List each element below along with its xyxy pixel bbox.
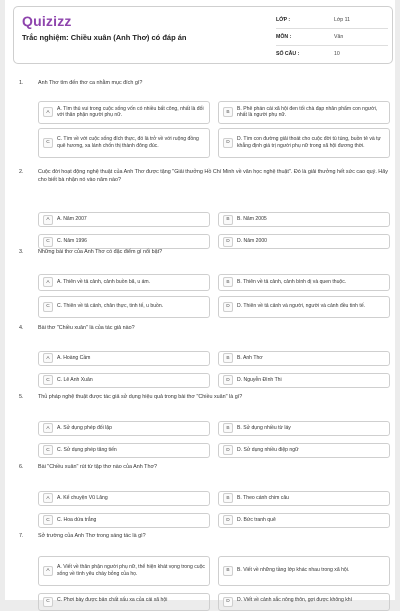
- option-text: D. Nguyễn Đình Thi: [237, 376, 282, 383]
- question-text: Cuộc đời hoạt động nghệ thuật của Anh Thơ được tặng "Giải thưởng Hồ Chí Minh về văn học nghệ thuật". Đó là giải thưởng hết sức cao quý. Hãy cho biết bà nhận nó vào năm nào?: [38, 169, 388, 183]
- option-text: A. Kể chuyện Vũ Lăng: [57, 494, 108, 501]
- option-a[interactable]: [38, 491, 210, 506]
- options-grid: [38, 541, 390, 604]
- option-text: D. Thiên về tả cảnh và người, người và cảnh đều tinh tế.: [237, 303, 366, 310]
- worksheet-meta: [276, 12, 388, 62]
- option-c[interactable]: [38, 443, 210, 458]
- option-letter: A: [43, 566, 53, 576]
- question-header: [19, 533, 389, 541]
- option-text: D. Năm 2000: [237, 238, 268, 245]
- option-text: B. Theo cánh chim câu: [237, 494, 290, 501]
- options-grid: [38, 184, 390, 244]
- option-c[interactable]: [38, 593, 210, 611]
- option-d[interactable]: [218, 296, 390, 318]
- question-number: 1.: [19, 80, 24, 86]
- option-a[interactable]: [38, 351, 210, 366]
- question-1: [19, 80, 389, 148]
- worksheet-header: [13, 6, 393, 64]
- option-text: B. Sử dụng nhiều từ láy: [237, 424, 291, 431]
- option-letter: A: [43, 493, 53, 503]
- question-number: 3.: [19, 249, 24, 255]
- option-text: A. Viết về thân phận người phụ nữ, thể hiện khát vọng trong cuộc sống về tình yêu cháy bỏng của họ.: [57, 564, 205, 577]
- option-letter: D: [223, 515, 233, 525]
- option-text: A. Sử dụng phép đối lập: [57, 424, 112, 431]
- question-3: [19, 249, 389, 317]
- options-grid: [38, 472, 390, 532]
- option-a[interactable]: [38, 274, 210, 291]
- option-letter: D: [223, 445, 233, 455]
- option-b[interactable]: [218, 491, 390, 506]
- option-d[interactable]: [218, 373, 390, 388]
- option-letter: C: [43, 597, 53, 607]
- option-text: A. Năm 2007: [57, 216, 87, 223]
- question-number: 5.: [19, 394, 24, 400]
- question-header: [19, 464, 389, 472]
- option-text: D. Tìm con đường giải thoát cho cuộc đời tù túng, buồn tẻ và tự khẳng định giá trị người phụ nữ trong xã hội đương thời.: [237, 136, 381, 149]
- meta-label: LỚP :: [276, 17, 291, 23]
- option-letter: B: [223, 566, 233, 576]
- page-title: Trắc nghiệm: Chiều xuân (Anh Thơ) có đáp án: [22, 33, 187, 42]
- option-letter: A: [43, 215, 53, 225]
- option-text: C. Phơi bày được bản chất xấu xa của cái xã hội: [57, 596, 168, 603]
- option-text: B. Phê phán cái xã hội đen tối chà đạp nhân phẩm con người, nhất là người phụ nữ.: [237, 105, 378, 118]
- option-letter: D: [223, 375, 233, 385]
- question-text: Những bài thơ của Anh Thơ có đặc điểm gì nổi bật?: [38, 249, 163, 255]
- question-6: [19, 464, 389, 532]
- option-text: B. Viết về những tầng lớp khác nhau trong xã hội.: [237, 567, 350, 574]
- option-c[interactable]: [38, 296, 210, 318]
- option-letter: A: [43, 277, 53, 287]
- option-letter: C: [43, 375, 53, 385]
- option-text: C. Sử dụng phép tăng tiến: [57, 446, 117, 453]
- option-c[interactable]: [38, 128, 210, 158]
- option-letter: B: [223, 353, 233, 363]
- question-header: [19, 394, 389, 402]
- option-letter: D: [223, 237, 233, 247]
- option-c[interactable]: [38, 234, 210, 249]
- options-grid: [38, 257, 390, 317]
- option-d[interactable]: [218, 593, 390, 611]
- option-letter: B: [223, 423, 233, 433]
- question-text: Bài thơ "Chiều xuân" là của tác giả nào?: [38, 325, 135, 331]
- option-letter: C: [43, 302, 53, 312]
- option-letter: B: [223, 107, 233, 117]
- option-letter: C: [43, 138, 53, 148]
- question-text: Anh Thơ tìm đến thơ ca nhằm mục đích gì?: [38, 80, 143, 86]
- option-a[interactable]: [38, 101, 210, 124]
- option-text: A. Hoàng Cầm: [57, 354, 91, 361]
- question-text: Sở trường của Anh Thơ trong sáng tác là gì?: [38, 533, 146, 539]
- option-letter: D: [223, 302, 233, 312]
- question-text: Bài "Chiều xuân" rút từ tập thơ nào của Anh Thơ?: [38, 464, 157, 470]
- question-4: [19, 325, 389, 393]
- options-grid: [38, 333, 390, 393]
- quizizz-logo[interactable]: Quizizz: [22, 13, 72, 29]
- question-header: [19, 80, 389, 88]
- option-letter: D: [223, 597, 233, 607]
- option-letter: D: [223, 138, 233, 148]
- meta-value: Văn: [334, 34, 344, 40]
- option-letter: B: [223, 493, 233, 503]
- worksheet-page: [5, 0, 395, 604]
- question-header: [19, 249, 389, 257]
- option-text: C. Tìm về với cuộc sống đích thực, đó là trở về với ruộng đồng quê hương, xa lánh chốn thị thành đông đúc.: [57, 136, 199, 149]
- option-text: A. Tìm thú vui trong cuộc sống vốn có nhiều bất công, nhất là đối với thân phận người phụ nữ.: [57, 105, 204, 118]
- options-grid: [38, 88, 390, 148]
- option-text: C. Lê Anh Xuân: [57, 376, 93, 383]
- option-text: C. Thiên về tả cảnh, chân thực, tinh tế, u buồn.: [57, 303, 164, 310]
- option-text: D. Viết về cảnh sắc nông thôn, gợi được không khí: [237, 596, 353, 603]
- option-d[interactable]: [218, 513, 390, 528]
- option-letter: B: [223, 277, 233, 287]
- option-a[interactable]: [38, 212, 210, 227]
- meta-row-question-count: [276, 46, 388, 62]
- meta-label: SỐ CÂU :: [276, 51, 300, 57]
- option-d[interactable]: [218, 128, 390, 158]
- meta-label: MÔN :: [276, 34, 292, 40]
- option-text: D. Sử dụng nhiều điệp ngữ: [237, 446, 299, 453]
- option-c[interactable]: [38, 513, 210, 528]
- question-header: [19, 325, 389, 333]
- option-letter: A: [43, 107, 53, 117]
- meta-row-subject: [276, 29, 388, 46]
- option-a[interactable]: [38, 556, 210, 586]
- option-b[interactable]: [218, 274, 390, 291]
- option-b[interactable]: [218, 101, 390, 124]
- option-text: A. Thiên về tả cảnh, cảnh buồn bã, u ám.: [57, 278, 151, 285]
- meta-row-grade: [276, 12, 388, 29]
- question-number: 6.: [19, 464, 24, 470]
- question-number: 7.: [19, 533, 24, 539]
- question-header: [19, 169, 389, 184]
- option-text: C. Năm 1996: [57, 238, 88, 245]
- question-number: 4.: [19, 325, 24, 331]
- option-text: C. Hoa dứa trắng: [57, 516, 97, 523]
- question-7: [19, 533, 389, 604]
- question-5: [19, 394, 389, 462]
- meta-value: 10: [334, 51, 340, 57]
- option-text: D. Bức tranh quê: [237, 516, 276, 523]
- option-b[interactable]: [218, 421, 390, 436]
- meta-value: Lớp 11: [334, 17, 350, 23]
- option-letter: A: [43, 423, 53, 433]
- option-letter: A: [43, 353, 53, 363]
- options-grid: [38, 402, 390, 462]
- option-letter: C: [43, 237, 53, 247]
- option-letter: C: [43, 515, 53, 525]
- option-letter: B: [223, 215, 233, 225]
- option-d[interactable]: [218, 234, 390, 249]
- question-number: 2.: [19, 169, 24, 175]
- option-b[interactable]: [218, 212, 390, 227]
- option-b[interactable]: [218, 556, 390, 586]
- option-text: B. Năm 2005: [237, 216, 267, 223]
- option-c[interactable]: [38, 373, 210, 388]
- option-d[interactable]: [218, 443, 390, 458]
- option-letter: C: [43, 445, 53, 455]
- option-text: B. Anh Thơ: [237, 354, 263, 361]
- option-text: B. Thiên về tả cảnh, cảnh bình dị và quen thuộc.: [237, 278, 347, 285]
- question-text: Thủ pháp nghệ thuật được tác giả sử dụng hiệu quả trong bài thơ "Chiều xuân" là gì?: [38, 394, 243, 400]
- option-a[interactable]: [38, 421, 210, 436]
- option-b[interactable]: [218, 351, 390, 366]
- question-2: [19, 169, 389, 244]
